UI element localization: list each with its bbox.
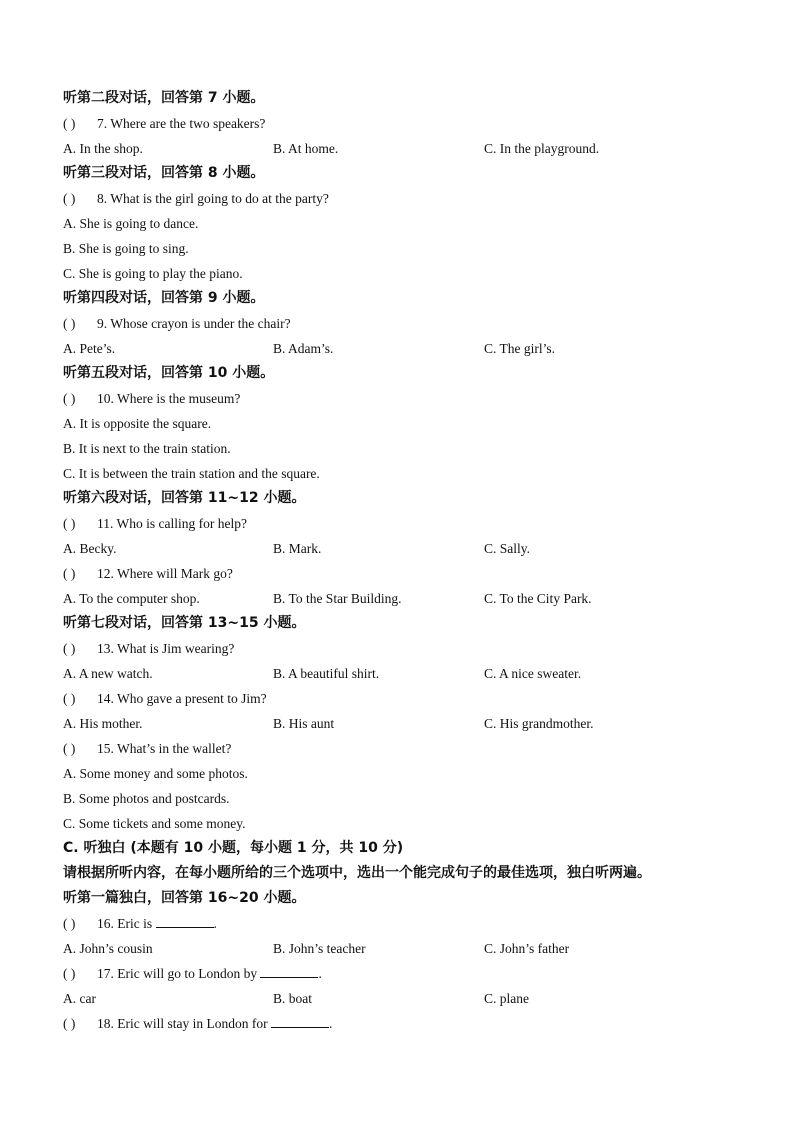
section-heading: 听第二段对话，回答第 7 小题。 [63, 90, 265, 106]
question-end: . [318, 966, 322, 981]
answer-parenthesis: ( ) [63, 116, 76, 131]
question-end: . [213, 916, 217, 931]
answer-blank [156, 912, 214, 928]
section-heading: 听第四段对话，回答第 9 小题。 [63, 290, 265, 306]
option-a: A. In the shop. [63, 141, 143, 156]
answer-parenthesis: ( ) [63, 1016, 76, 1031]
section-heading: 听第五段对话，回答第 10 小题。 [63, 365, 275, 381]
section-heading: 听第七段对话，回答第 13~15 小题。 [63, 615, 306, 631]
options-row [63, 711, 743, 736]
option-b: B. His aunt [273, 716, 335, 731]
question-text: 12. Where will Mark go? [97, 566, 233, 581]
option-line: A. It is opposite the square. [63, 416, 212, 431]
section-heading: 听第三段对话，回答第 8 小题。 [63, 165, 265, 181]
option-b: B. At home. [273, 141, 339, 156]
option-a: A. Becky. [63, 541, 117, 556]
answer-parenthesis: ( ) [63, 916, 76, 931]
section-heading: C. 听独白 (本题有 10 小题，每小题 1 分，共 10 分) [63, 840, 404, 856]
section-heading: 听第六段对话，回答第 11~12 小题。 [63, 490, 306, 506]
option-a: A. A new watch. [63, 666, 153, 681]
question-text: 17. Eric will go to London by [97, 966, 261, 981]
options-row [63, 136, 743, 161]
option-line: B. It is next to the train station. [63, 441, 231, 456]
question-text: 18. Eric will stay in London for [97, 1016, 271, 1031]
question-line [63, 111, 743, 136]
option-b: B. boat [273, 991, 312, 1006]
question-line [63, 186, 743, 211]
question-line [63, 686, 743, 711]
option-line: C. Some tickets and some money. [63, 816, 246, 831]
options-row [63, 536, 743, 561]
option-c: C. The girl’s. [484, 341, 556, 356]
option-line: A. Some money and some photos. [63, 766, 248, 781]
question-text: 15. What’s in the wallet? [97, 741, 232, 756]
answer-parenthesis: ( ) [63, 391, 76, 406]
option-c: C. His grandmother. [484, 716, 594, 731]
options-row [63, 936, 743, 961]
answer-parenthesis: ( ) [63, 316, 76, 331]
options-row [63, 986, 743, 1011]
answer-parenthesis: ( ) [63, 966, 76, 981]
question-line [63, 911, 743, 936]
option-line: C. It is between the train station and the square. [63, 466, 320, 481]
section-heading: 请根据所听内容，在每小题所给的三个选项中，选出一个能完成句子的最佳选项，独白听两遍。 [63, 865, 651, 881]
options-row [63, 586, 743, 611]
answer-parenthesis: ( ) [63, 741, 76, 756]
question-text: 14. Who gave a present to Jim? [97, 691, 267, 706]
question-line [63, 511, 743, 536]
option-b: B. John’s teacher [273, 941, 366, 956]
question-text: 11. Who is calling for help? [97, 516, 247, 531]
option-a: A. His mother. [63, 716, 143, 731]
option-b: B. To the Star Building. [273, 591, 402, 606]
exam-page [63, 86, 743, 1036]
question-text: 8. What is the girl going to do at the party? [97, 191, 329, 206]
answer-parenthesis: ( ) [63, 566, 76, 581]
option-line: C. She is going to play the piano. [63, 266, 243, 281]
option-a: A. John’s cousin [63, 941, 153, 956]
question-line [63, 561, 743, 586]
question-line [63, 961, 743, 986]
option-c: C. John’s father [484, 941, 570, 956]
question-line [63, 386, 743, 411]
option-c: C. To the City Park. [484, 591, 592, 606]
option-line: A. She is going to dance. [63, 216, 199, 231]
option-b: B. Adam’s. [273, 341, 334, 356]
question-text: 16. Eric is [97, 916, 156, 931]
options-row [63, 336, 743, 361]
option-c: C. A nice sweater. [484, 666, 582, 681]
question-text: 9. Whose crayon is under the chair? [97, 316, 291, 331]
question-text: 13. What is Jim wearing? [97, 641, 235, 656]
answer-parenthesis: ( ) [63, 641, 76, 656]
option-a: A. Pete’s. [63, 341, 116, 356]
answer-parenthesis: ( ) [63, 691, 76, 706]
answer-blank [260, 962, 318, 978]
option-a: A. To the computer shop. [63, 591, 200, 606]
option-b: B. A beautiful shirt. [273, 666, 380, 681]
question-end: . [328, 1016, 333, 1031]
answer-parenthesis: ( ) [63, 191, 76, 206]
question-line [63, 311, 743, 336]
question-text: 7. Where are the two speakers? [97, 116, 266, 131]
section-heading: 听第一篇独白，回答第 16~20 小题。 [63, 890, 306, 906]
option-c: C. Sally. [484, 541, 531, 556]
question-line [63, 1011, 743, 1036]
option-a: A. car [63, 991, 96, 1006]
option-c: C. plane [484, 991, 529, 1006]
question-line [63, 636, 743, 661]
option-b: B. Mark. [273, 541, 322, 556]
options-row [63, 661, 743, 686]
option-line: B. Some photos and postcards. [63, 791, 230, 806]
answer-parenthesis: ( ) [63, 516, 76, 531]
question-line [63, 736, 743, 761]
option-line: B. She is going to sing. [63, 241, 189, 256]
question-text: 10. Where is the museum? [97, 391, 241, 406]
answer-blank [271, 1012, 329, 1028]
option-c: C. In the playground. [484, 141, 600, 156]
